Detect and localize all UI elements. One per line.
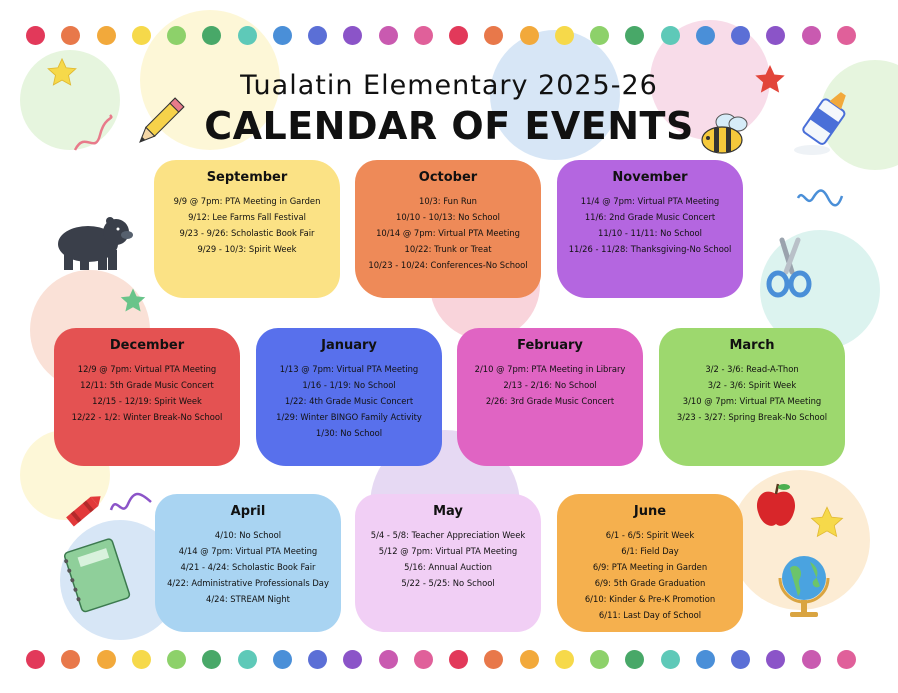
month-card-november (557, 160, 743, 298)
month-name: January (321, 338, 377, 353)
squiggle-icon (70, 110, 120, 160)
event-item: 1/30: No School (315, 428, 383, 438)
event-item: 11/4 @ 7pm: Virtual PTA Meeting (580, 196, 720, 206)
month-name: October (418, 170, 478, 185)
event-item: 4/10: No School (214, 530, 282, 540)
star-icon (118, 286, 148, 316)
event-item: 4/24: STREAM Night (206, 594, 290, 604)
event-item: 9/12: Lee Farms Fall Festival (188, 212, 306, 222)
month-card-october (355, 160, 541, 298)
event-item: 6/10: Kinder & Pre-K Promotion (584, 594, 716, 604)
event-item: 5/12 @ 7pm: Virtual PTA Meeting (378, 546, 518, 556)
border-dot (766, 26, 785, 45)
pencil-icon (128, 92, 190, 154)
event-item: 12/15 - 12/19: Spirit Week (92, 396, 202, 406)
squiggle-icon (795, 186, 845, 210)
border-dot (661, 26, 680, 45)
border-dot (520, 650, 539, 669)
star-icon (752, 62, 788, 98)
border-dot (167, 650, 186, 669)
month-card-april (155, 494, 341, 632)
border-dot (167, 26, 186, 45)
border-dot (414, 26, 433, 45)
border-dot (202, 26, 221, 45)
border-dot (26, 26, 45, 45)
border-dot (238, 650, 257, 669)
month-card-february (457, 328, 643, 466)
page-title: CALENDAR OF EVENTS (204, 104, 694, 148)
event-item: 6/9: 5th Grade Graduation (594, 578, 706, 588)
border-dot (132, 650, 151, 669)
border-dot (343, 650, 362, 669)
event-item: 3/2 - 3/6: Spirit Week (707, 380, 797, 390)
bear-icon (50, 210, 136, 272)
border-dot (414, 650, 433, 669)
event-item: 10/23 - 10/24: Conferences-No School (368, 260, 528, 270)
border-dot (97, 26, 116, 45)
month-name: March (729, 338, 775, 353)
month-card-may (355, 494, 541, 632)
event-item: 4/14 @ 7pm: Virtual PTA Meeting (178, 546, 318, 556)
border-dot (308, 26, 327, 45)
top-dot-border (26, 26, 872, 46)
border-dot (343, 26, 362, 45)
border-dot (273, 650, 292, 669)
squiggle-icon (108, 490, 154, 520)
event-item: 4/21 - 4/24: Scholastic Book Fair (180, 562, 316, 572)
event-item: 9/9 @ 7pm: PTA Meeting in Garden (173, 196, 321, 206)
border-dot (61, 26, 80, 45)
event-item: 1/29: Winter BINGO Family Activity (276, 412, 422, 422)
border-dot (61, 650, 80, 669)
border-dot (696, 650, 715, 669)
border-dot (484, 26, 503, 45)
border-dot (238, 26, 257, 45)
month-name: June (633, 504, 667, 519)
border-dot (484, 650, 503, 669)
border-dot (731, 26, 750, 45)
border-dot (273, 26, 292, 45)
border-dot (520, 26, 539, 45)
border-dot (625, 26, 644, 45)
border-dot (379, 26, 398, 45)
border-dot (555, 650, 574, 669)
border-dot (555, 26, 574, 45)
border-dot (97, 650, 116, 669)
event-item: 5/16: Annual Auction (404, 562, 492, 572)
border-dot (802, 650, 821, 669)
border-dot (308, 650, 327, 669)
month-card-september (154, 160, 340, 298)
month-card-january (256, 328, 442, 466)
school-year-heading: Tualatin Elementary 2025-26 (240, 70, 658, 101)
month-card-june (557, 494, 743, 632)
month-name: May (433, 504, 463, 519)
month-name: September (206, 170, 288, 185)
border-dot (696, 26, 715, 45)
event-item: 12/22 - 1/2: Winter Break-No School (71, 412, 223, 422)
event-item: 2/26: 3rd Grade Music Concert (485, 396, 615, 406)
event-item: 10/14 @ 7pm: Virtual PTA Meeting (376, 228, 520, 238)
border-dot (625, 650, 644, 669)
border-dot (202, 650, 221, 669)
border-dot (449, 650, 468, 669)
event-item: 5/22 - 5/25: No School (401, 578, 495, 588)
event-item: 6/1: Field Day (621, 546, 679, 556)
border-dot (590, 26, 609, 45)
border-dot (731, 650, 750, 669)
event-item: 1/22: 4th Grade Music Concert (284, 396, 414, 406)
crayon-icon (58, 488, 108, 534)
border-dot (26, 650, 45, 669)
event-item: 9/29 - 10/3: Spirit Week (197, 244, 297, 254)
globe-icon (776, 550, 832, 622)
event-item: 3/2 - 3/6: Read-A-Thon (705, 364, 799, 374)
event-item: 3/10 @ 7pm: Virtual PTA Meeting (682, 396, 822, 406)
event-item: 3/23 - 3/27: Spring Break-No School (676, 412, 828, 422)
event-item: 11/10 - 11/11: No School (598, 228, 702, 238)
event-item: 11/26 - 11/28: Thanksgiving-No School (568, 244, 732, 254)
notebook-icon (58, 534, 138, 616)
scissors-icon (762, 236, 816, 302)
event-item: 10/3: Fun Run (419, 196, 477, 206)
bee-icon (696, 110, 752, 158)
apple-icon (752, 480, 800, 530)
border-dot (766, 650, 785, 669)
border-dot (590, 650, 609, 669)
border-dot (837, 26, 856, 45)
event-item: 1/16 - 1/19: No School (302, 380, 396, 390)
month-name: November (612, 170, 688, 185)
border-dot (837, 650, 856, 669)
event-item: 11/6: 2nd Grade Music Concert (584, 212, 716, 222)
border-dot (802, 26, 821, 45)
month-card-march (659, 328, 845, 466)
border-dot (379, 650, 398, 669)
star-icon (45, 56, 79, 90)
event-item: 5/4 - 5/8: Teacher Appreciation Week (370, 530, 526, 540)
month-card-december (54, 328, 240, 466)
bottom-dot-border (26, 650, 872, 670)
border-dot (132, 26, 151, 45)
event-item: 9/23 - 9/26: Scholastic Book Fair (179, 228, 315, 238)
event-item: 6/9: PTA Meeting in Garden (592, 562, 708, 572)
event-item: 4/22: Administrative Professionals Day (167, 578, 329, 588)
month-name: February (517, 338, 583, 353)
event-item: 1/13 @ 7pm: Virtual PTA Meeting (279, 364, 419, 374)
star-icon (808, 504, 846, 542)
event-item: 2/13 - 2/16: No School (503, 380, 597, 390)
month-name: December (109, 338, 185, 353)
month-name: April (230, 504, 266, 519)
event-item: 2/10 @ 7pm: PTA Meeting in Library (474, 364, 626, 374)
event-item: 12/9 @ 7pm: Virtual PTA Meeting (77, 364, 217, 374)
event-item: 10/22: Trunk or Treat (404, 244, 492, 254)
border-dot (449, 26, 468, 45)
event-item: 12/11: 5th Grade Music Concert (80, 380, 214, 390)
event-item: 6/1 - 6/5: Spirit Week (605, 530, 695, 540)
border-dot (661, 650, 680, 669)
event-item: 6/11: Last Day of School (598, 610, 702, 620)
event-item: 10/10 - 10/13: No School (396, 212, 500, 222)
glue-icon (790, 80, 860, 160)
